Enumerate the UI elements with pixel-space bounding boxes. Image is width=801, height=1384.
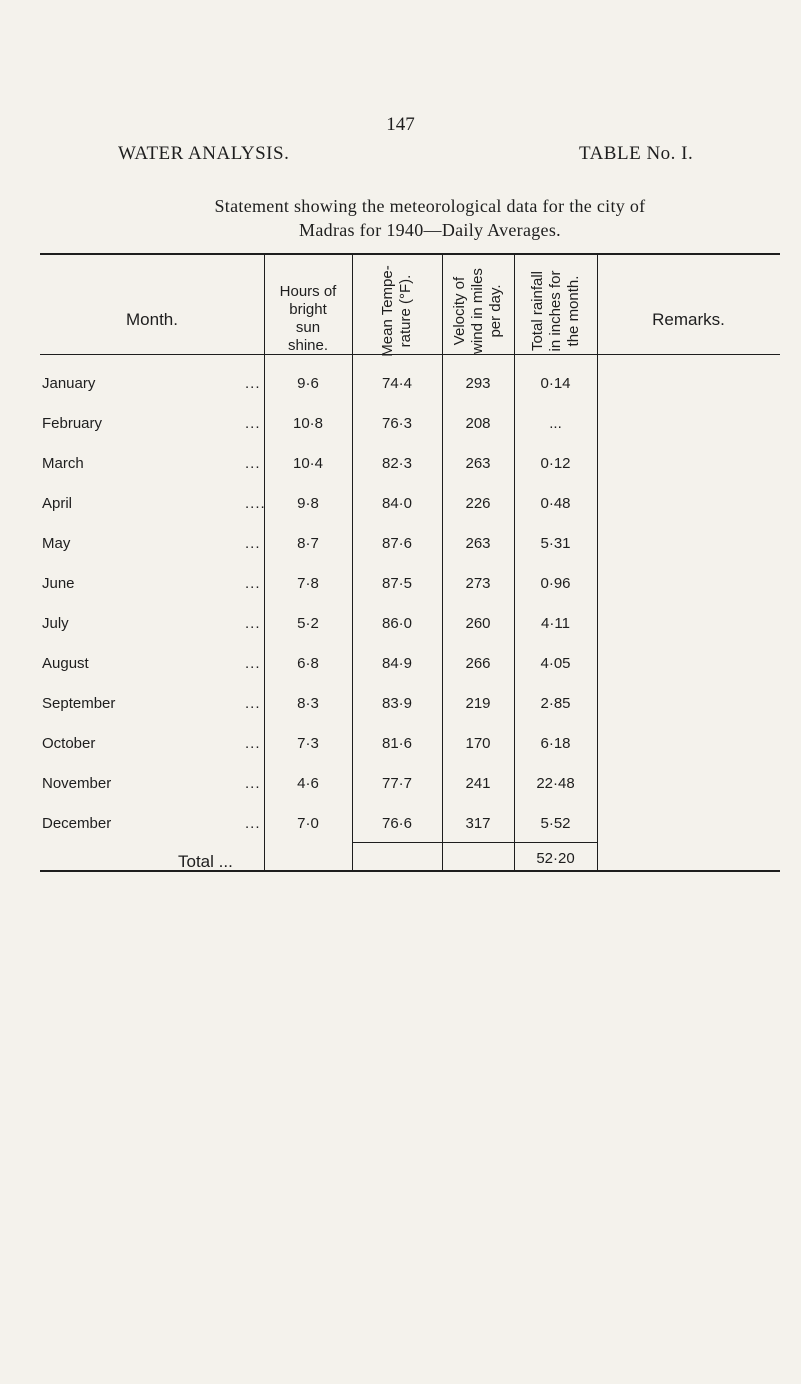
wind-value: 263	[465, 455, 491, 472]
wind-value: 260	[465, 615, 491, 632]
wind-value: 266	[465, 655, 491, 672]
leader-dots: ...	[245, 575, 261, 592]
sunshine-value: 8·3	[297, 695, 319, 712]
wind-value: 293	[465, 375, 491, 392]
sunshine-value: 10·8	[292, 415, 324, 432]
temperature-value: 87·6	[381, 535, 413, 552]
rainfall-value: 4·05	[540, 655, 571, 672]
rainfall-value: 5·31	[540, 535, 571, 552]
temperature-value: 84·0	[381, 495, 413, 512]
sunshine-value: 8·7	[297, 535, 319, 552]
leader-dots: ...	[245, 455, 261, 472]
leader-dots: ...	[245, 655, 261, 672]
leader-dots: ...	[245, 775, 261, 792]
leader-dots: ...	[245, 815, 261, 832]
total-label: Total ...	[178, 852, 233, 871]
rainfall-value: 0·14	[540, 375, 571, 392]
month-label: September	[42, 695, 116, 712]
page-number: 147	[386, 114, 415, 135]
month-label: December	[42, 815, 112, 832]
sunshine-value: 7·8	[297, 575, 319, 592]
temperature-value: 83·9	[381, 695, 413, 712]
rainfall-value: 4·11	[541, 615, 570, 632]
leader-dots: ...	[245, 735, 261, 752]
temperature-value: 86·0	[381, 615, 413, 632]
rainfall-value: 2·85	[540, 695, 571, 712]
month-label: March	[42, 455, 84, 472]
header-remarks: Remarks.	[652, 310, 725, 329]
meteorological-table	[40, 253, 780, 1113]
temperature-value: 84·9	[381, 655, 413, 672]
header-sunshine: Hours of bright sun shine.	[279, 283, 337, 354]
sunshine-value: 9·8	[297, 495, 319, 512]
rainfall-value: 0·48	[540, 495, 571, 512]
month-label: April	[42, 495, 73, 512]
table-number: TABLE No. I.	[579, 143, 694, 164]
rainfall-value: 6·18	[540, 735, 571, 752]
temperature-value: 81·6	[381, 735, 413, 752]
wind-value: 219	[465, 695, 491, 712]
wind-value: 208	[465, 415, 491, 432]
leader-dots: ....	[245, 495, 266, 512]
total-rule	[352, 842, 597, 843]
top-rule	[40, 253, 780, 255]
wind-value: 226	[465, 495, 491, 512]
temperature-value: 76·6	[381, 815, 413, 832]
header-month: Month.	[126, 310, 178, 329]
leader-dots: ...	[245, 535, 261, 552]
wind-value: 317	[465, 815, 491, 832]
rainfall-value: 5·52	[540, 815, 571, 832]
temperature-value: 76·3	[381, 415, 413, 432]
month-label: August	[42, 655, 89, 672]
wind-value: 273	[465, 575, 491, 592]
leader-dots: ...	[245, 375, 261, 392]
header-temperature: Mean Tempe- rature (°F).	[379, 265, 414, 357]
month-label: October	[42, 735, 96, 752]
sunshine-value: 5·2	[297, 615, 319, 632]
sunshine-value: 9·6	[297, 375, 319, 392]
col-rule-5	[597, 255, 598, 870]
sunshine-value: 6·8	[297, 655, 319, 672]
leader-dots: ...	[245, 415, 261, 432]
rainfall-value: ...	[549, 415, 562, 432]
header-rainfall: Total rainfall in inches for the month.	[529, 270, 582, 352]
rainfall-value: 0·12	[540, 455, 571, 472]
sunshine-value: 10·4	[292, 455, 324, 472]
leader-dots: ...	[245, 695, 261, 712]
month-label: May	[42, 535, 71, 552]
leader-dots: ...	[245, 615, 261, 632]
heading-title: WATER ANALYSIS.	[118, 143, 290, 164]
month-label: February	[42, 415, 103, 432]
sunshine-value: 4·6	[297, 775, 319, 792]
rainfall-value: 22·48	[536, 775, 575, 792]
wind-value: 263	[465, 535, 491, 552]
rainfall-value: 0·96	[540, 575, 571, 592]
temperature-value: 74·4	[381, 375, 413, 392]
caption-line-2: Madras for 1940—Daily Averages.	[299, 220, 561, 240]
table-caption	[120, 194, 740, 242]
total-rainfall-value: 52·20	[536, 850, 575, 867]
month-label: June	[42, 575, 75, 592]
month-label: January	[42, 375, 96, 392]
temperature-value: 77·7	[381, 775, 413, 792]
sunshine-value: 7·3	[297, 735, 319, 752]
caption-line-1: Statement showing the meteorological data for the city of	[214, 196, 646, 216]
bottom-rule	[40, 870, 780, 872]
temperature-value: 87·5	[381, 575, 413, 592]
month-label: July	[42, 615, 69, 632]
sunshine-value: 7·0	[297, 815, 319, 832]
month-label: November	[42, 775, 112, 792]
wind-value: 241	[465, 775, 491, 792]
temperature-value: 82·3	[381, 455, 413, 472]
header-wind-velocity: Velocity of wind in miles per day.	[451, 268, 504, 354]
wind-value: 170	[465, 735, 491, 752]
